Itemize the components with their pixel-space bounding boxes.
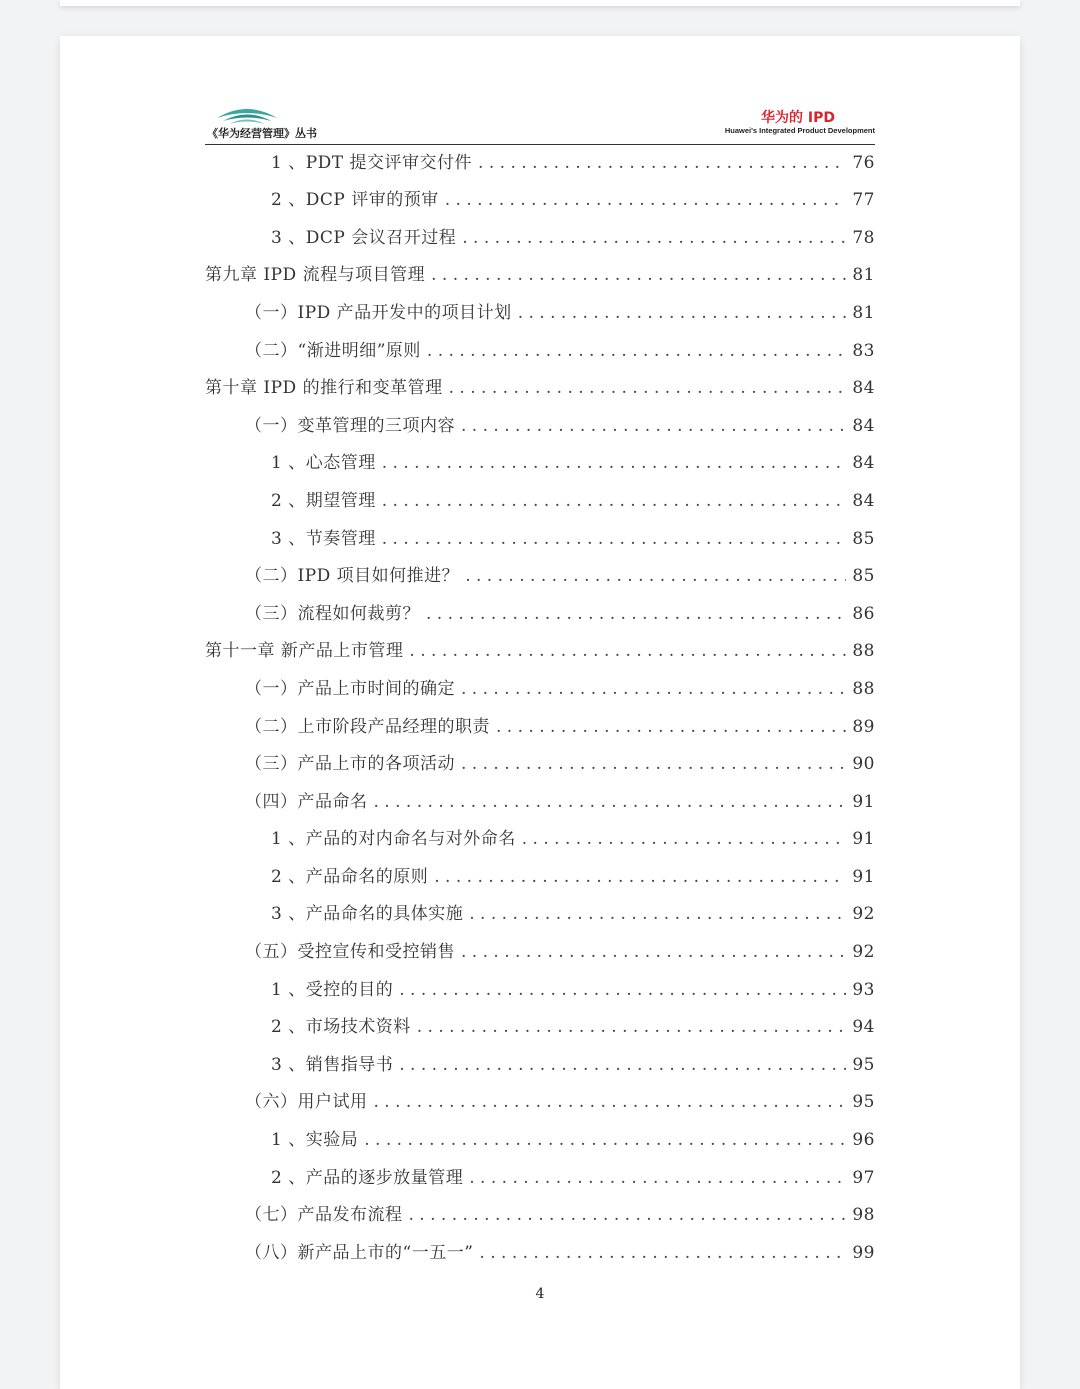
toc-entry-title: 3 、产品命名的具体实施 (271, 904, 464, 925)
toc-entry-page: 92 (852, 942, 875, 963)
toc-entry[interactable] (205, 400, 875, 438)
toc-entry-page: 88 (852, 641, 875, 662)
toc-entry-title: （二）上市阶段产品经理的职责 (245, 716, 490, 737)
toc-entry-page: 91 (852, 829, 875, 850)
toc-entry[interactable] (205, 926, 875, 964)
toc-entry-page: 89 (852, 716, 875, 737)
toc-entry-title: （一）IPD 产品开发中的项目计划 (245, 302, 512, 323)
table-of-contents (205, 137, 875, 1265)
toc-entry-title: （二）“渐进明细”原则 (245, 340, 421, 361)
toc-entry-title: 第十章 IPD 的推行和变革管理 (205, 378, 443, 399)
toc-leader-dots (364, 1130, 846, 1152)
toc-entry-title: 1 、受控的目的 (271, 979, 394, 1000)
toc-leader-dots (462, 228, 846, 250)
toc-entry-title: 第十一章 新产品上市管理 (205, 641, 404, 662)
toc-leader-dots (465, 566, 846, 588)
toc-entry[interactable] (205, 776, 875, 814)
toc-entry[interactable] (205, 250, 875, 288)
toc-entry-title: （四）产品命名 (245, 791, 368, 812)
toc-leader-dots (461, 754, 846, 776)
toc-entry-page: 91 (852, 866, 875, 887)
toc-entry-title: 2 、期望管理 (271, 490, 376, 511)
huawei-series-logo (215, 104, 279, 126)
toc-entry-title: （七）产品发布流程 (245, 1205, 403, 1226)
toc-entry[interactable] (205, 663, 875, 701)
toc-entry[interactable] (205, 475, 875, 513)
toc-entry-page: 85 (852, 528, 875, 549)
toc-entry-title: （一）变革管理的三项内容 (245, 415, 455, 436)
toc-entry-title: 3 、销售指导书 (271, 1054, 394, 1075)
toc-leader-dots (461, 679, 846, 701)
toc-entry-title: 2 、DCP 评审的预审 (271, 190, 439, 211)
toc-leader-dots (496, 717, 846, 739)
toc-leader-dots (479, 1243, 846, 1265)
toc-entry-page: 98 (852, 1205, 875, 1226)
toc-leader-dots (434, 867, 846, 889)
toc-entry-page: 84 (852, 453, 875, 474)
toc-entry-title: 2 、产品命名的原则 (271, 866, 429, 887)
toc-leader-dots (426, 604, 846, 626)
toc-entry[interactable] (205, 212, 875, 250)
toc-leader-dots (409, 1205, 847, 1227)
toc-entry[interactable] (205, 175, 875, 213)
toc-entry[interactable] (205, 325, 875, 363)
toc-leader-dots (461, 416, 846, 438)
document-page (60, 36, 1020, 1389)
toc-leader-dots (461, 942, 846, 964)
toc-entry[interactable] (205, 1190, 875, 1228)
toc-entry-page: 95 (852, 1054, 875, 1075)
toc-entry-title: 2 、产品的逐步放量管理 (271, 1167, 464, 1188)
toc-entry[interactable] (205, 137, 875, 175)
toc-entry-title: （一）产品上市时间的确定 (245, 678, 455, 699)
toc-entry-page: 77 (852, 190, 875, 211)
series-title: 《华为经营管理》丛书 (207, 127, 317, 140)
toc-entry-page: 97 (852, 1167, 875, 1188)
toc-entry[interactable] (205, 287, 875, 325)
toc-entry-page: 92 (852, 904, 875, 925)
toc-entry-page: 90 (852, 754, 875, 775)
toc-entry[interactable] (205, 438, 875, 476)
toc-entry-page: 88 (852, 678, 875, 699)
toc-entry[interactable] (205, 1039, 875, 1077)
brand-subtitle: Huawei's Integrated Product Development (724, 126, 875, 135)
toc-leader-dots (382, 529, 847, 551)
toc-entry-title: 3 、节奏管理 (271, 528, 376, 549)
toc-entry-page: 96 (852, 1130, 875, 1151)
toc-entry-page: 93 (852, 979, 875, 1000)
previous-page-edge (60, 0, 1020, 6)
toc-entry[interactable] (205, 363, 875, 401)
toc-entry-title: （八）新产品上市的“一五一” (245, 1242, 474, 1263)
toc-leader-dots (399, 1055, 846, 1077)
toc-entry-title: （六）用户试用 (245, 1092, 368, 1113)
toc-entry-page: 81 (852, 265, 875, 286)
toc-entry[interactable] (205, 1002, 875, 1040)
toc-leader-dots (469, 904, 846, 926)
toc-entry[interactable] (205, 889, 875, 927)
brand-block (725, 110, 875, 136)
toc-entry-page: 84 (852, 415, 875, 436)
toc-entry-title: （二）IPD 项目如何推进？ (245, 566, 460, 587)
toc-leader-dots (374, 1092, 847, 1114)
toc-entry-title: 1 、心态管理 (271, 453, 376, 474)
brand-title: 华为的 IPD (761, 110, 835, 126)
toc-entry[interactable] (205, 1077, 875, 1115)
toc-entry[interactable] (205, 701, 875, 739)
toc-entry-page: 94 (852, 1017, 875, 1038)
toc-entry-page: 83 (852, 340, 875, 361)
toc-entry-title: 3 、DCP 会议召开过程 (271, 227, 457, 248)
toc-entry-page: 95 (852, 1092, 875, 1113)
toc-entry-title: 1 、产品的对内命名与对外命名 (271, 829, 516, 850)
page-number: 4 (535, 1286, 545, 1302)
toc-leader-dots (382, 491, 847, 513)
toc-entry[interactable] (205, 626, 875, 664)
toc-leader-dots (518, 303, 847, 325)
toc-entry-title: （三）产品上市的各项活动 (245, 754, 455, 775)
toc-entry[interactable] (205, 1114, 875, 1152)
toc-entry-page: 81 (852, 302, 875, 323)
toc-entry-page: 99 (852, 1242, 875, 1263)
toc-leader-dots (522, 829, 847, 851)
toc-entry[interactable] (205, 1227, 875, 1265)
toc-entry[interactable] (205, 588, 875, 626)
toc-entry[interactable] (205, 814, 875, 852)
toc-leader-dots (374, 792, 847, 814)
toc-entry-page: 86 (852, 603, 875, 624)
toc-leader-dots (449, 378, 847, 400)
toc-entry-title: 第九章 IPD 流程与项目管理 (205, 265, 426, 286)
toc-entry-title: 1 、PDT 提交评审交付件 (271, 152, 473, 173)
toc-leader-dots (417, 1017, 847, 1039)
toc-leader-dots (382, 453, 847, 475)
toc-leader-dots (427, 341, 846, 363)
toc-entry-page: 91 (852, 791, 875, 812)
toc-entry-title: 1 、实验局 (271, 1130, 359, 1151)
toc-leader-dots (478, 153, 846, 175)
toc-entry-title: 2 、市场技术资料 (271, 1017, 411, 1038)
toc-leader-dots (469, 1168, 846, 1190)
toc-entry-page: 78 (852, 227, 875, 248)
toc-entry-page: 85 (852, 566, 875, 587)
toc-leader-dots (431, 265, 846, 287)
toc-leader-dots (409, 641, 846, 663)
toc-entry[interactable] (205, 739, 875, 777)
toc-entry-title: （三）流程如何裁剪？ (245, 603, 420, 624)
toc-entry[interactable] (205, 964, 875, 1002)
toc-entry-title: （五）受控宣传和受控销售 (245, 942, 455, 963)
toc-entry[interactable] (205, 851, 875, 889)
toc-entry-page: 84 (852, 490, 875, 511)
toc-leader-dots (399, 980, 846, 1002)
toc-entry[interactable] (205, 1152, 875, 1190)
toc-entry[interactable] (205, 513, 875, 551)
toc-entry-page: 84 (852, 378, 875, 399)
toc-entry-page: 76 (852, 152, 875, 173)
toc-leader-dots (445, 190, 847, 212)
toc-entry[interactable] (205, 551, 875, 589)
